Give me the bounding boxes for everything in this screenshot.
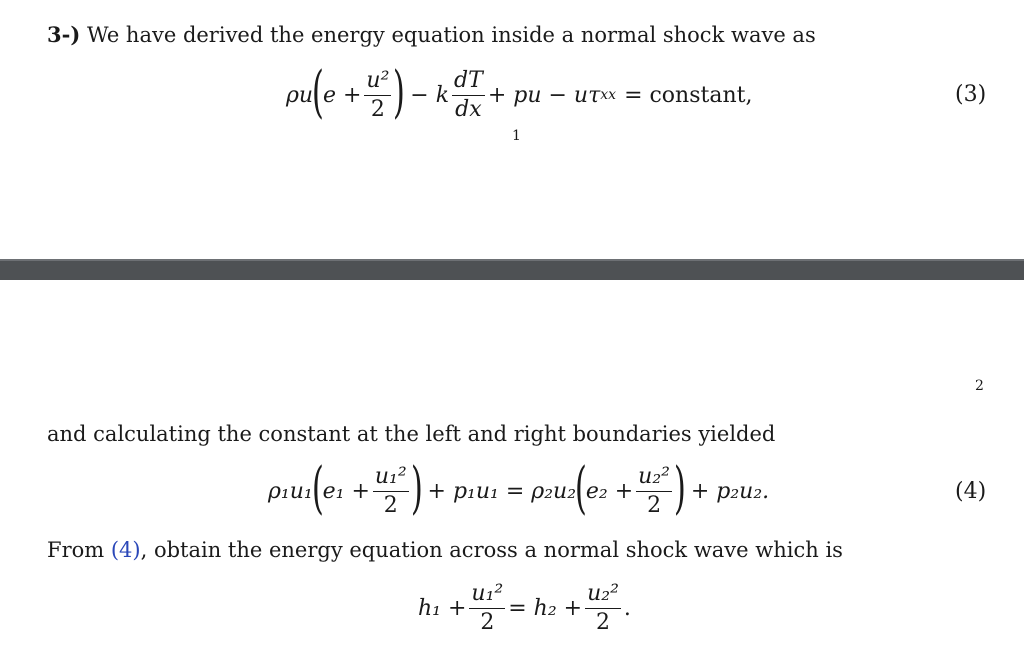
eq4-lhs-prefix: ρ₁u₁ bbox=[268, 478, 313, 504]
eq3-den: 2 bbox=[370, 96, 385, 122]
eq4-end: + p₂u₂. bbox=[690, 478, 770, 504]
eq5-u2sq: u₂² bbox=[585, 582, 621, 608]
obtain-suffix: , obtain the energy equation across a normal shock wave which is bbox=[140, 538, 843, 562]
equation-5 bbox=[418, 578, 631, 638]
eq3-plus-pu: + pu − uτ bbox=[487, 82, 601, 108]
eq3-minus-k: − k bbox=[410, 82, 450, 108]
equation-3 bbox=[286, 60, 753, 126]
page-separator bbox=[0, 259, 1024, 280]
left-paren: ( bbox=[312, 60, 325, 125]
eq3-u2: u² bbox=[364, 69, 391, 95]
eq4-u2sq: u₂² bbox=[636, 465, 672, 491]
eq3-tau-subscript: xx bbox=[600, 87, 617, 103]
eq4-den-2: 2 bbox=[647, 492, 662, 518]
equation-3-number: (3) bbox=[955, 82, 987, 107]
obtain-prefix: From bbox=[47, 538, 111, 562]
eq3-dT: dT bbox=[452, 69, 485, 95]
page-number-1: 1 bbox=[512, 128, 521, 144]
eq3-rhs: = constant, bbox=[624, 82, 753, 108]
intro-text: We have derived the energy equation inside a normal shock wave as bbox=[86, 23, 816, 47]
problem-label: 3-) bbox=[47, 22, 81, 47]
eq4-den-1: 2 bbox=[383, 492, 398, 518]
right-paren: ) bbox=[410, 456, 423, 521]
eq5-den-2: 2 bbox=[595, 609, 610, 635]
eq5-fraction-u2sq bbox=[585, 582, 621, 633]
paragraph-obtain bbox=[47, 538, 843, 562]
eq3-fraction-dT-dx bbox=[452, 69, 485, 120]
left-paren: ( bbox=[574, 456, 587, 521]
eq4-u1sq: u₁² bbox=[373, 465, 409, 491]
equation-4-number: (4) bbox=[955, 479, 987, 504]
right-paren: ) bbox=[673, 456, 686, 521]
eq4-e1-plus: e₁ + bbox=[322, 478, 370, 504]
problem-statement-line bbox=[47, 22, 816, 47]
right-paren: ) bbox=[393, 60, 406, 125]
eq5-end: . bbox=[623, 595, 631, 621]
eq4-e2-plus: e₂ + bbox=[585, 478, 634, 504]
left-paren: ( bbox=[311, 456, 324, 521]
page-number-2: 2 bbox=[975, 378, 984, 394]
eq3-rho-u: ρu bbox=[286, 82, 314, 108]
eq5-h1-plus: h₁ + bbox=[418, 595, 467, 621]
eq5-den-1: 2 bbox=[480, 609, 495, 635]
eq4-fraction-u1sq bbox=[373, 465, 409, 516]
eq4-mid: + p₁u₁ = ρ₂u₂ bbox=[427, 478, 577, 504]
eq3-fraction-u2-over-2 bbox=[364, 69, 391, 120]
equation-4 bbox=[268, 456, 770, 522]
eq5-eq-h2-plus: = h₂ + bbox=[508, 595, 583, 621]
eq3-dx: dx bbox=[455, 96, 482, 122]
paragraph-boundaries: and calculating the constant at the left and right boundaries yielded bbox=[47, 422, 776, 446]
eq4-fraction-u2sq bbox=[636, 465, 672, 516]
eq5-fraction-u1sq bbox=[469, 582, 505, 633]
equation-4-reference-link[interactable]: (4) bbox=[110, 538, 141, 562]
eq5-u1sq: u₁² bbox=[469, 582, 505, 608]
eq3-e-plus: e + bbox=[322, 82, 362, 108]
